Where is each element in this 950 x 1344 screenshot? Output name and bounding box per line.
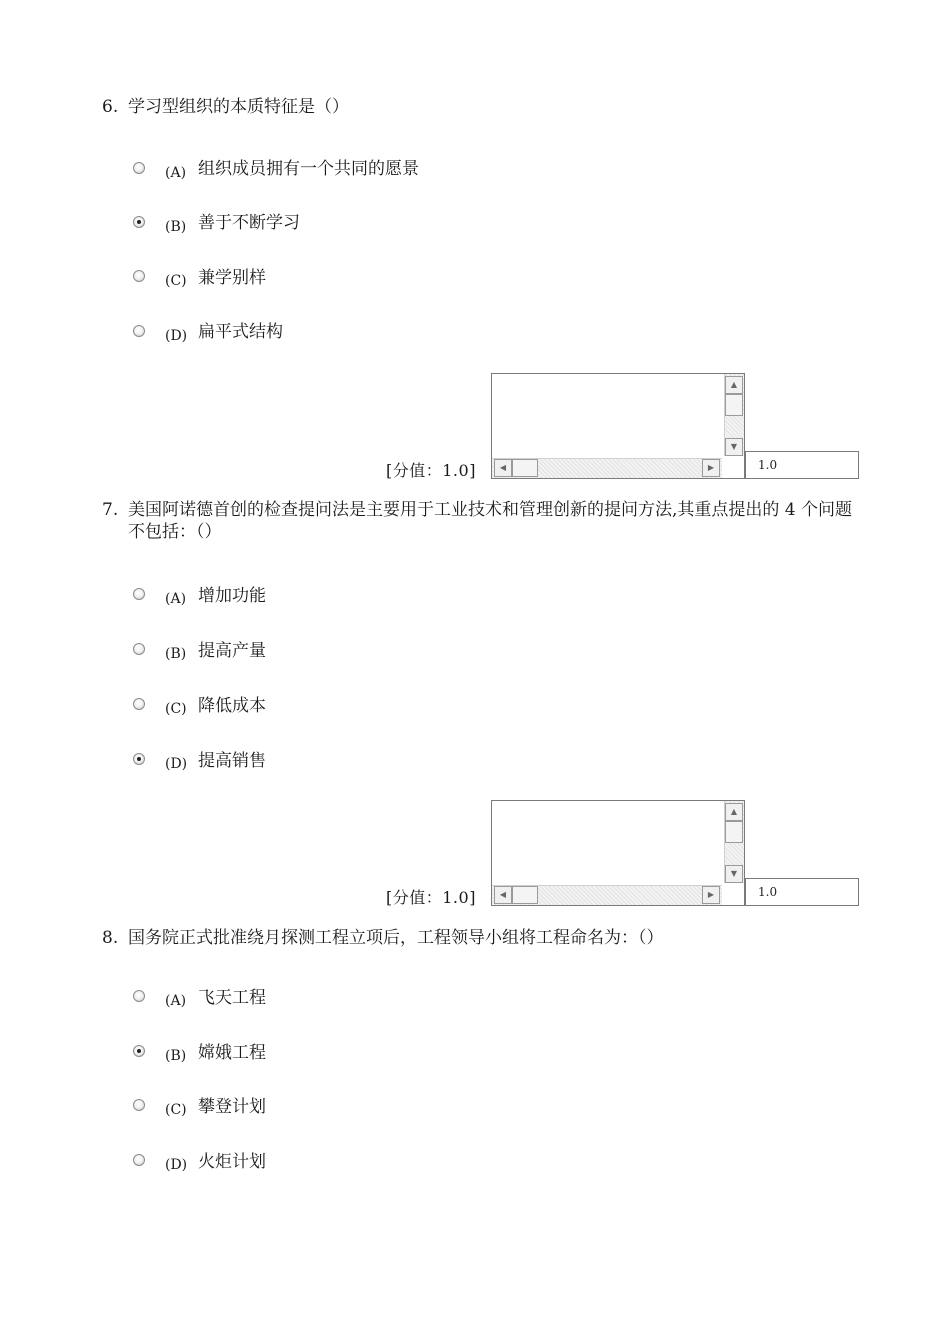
question-6-option-b-letter: (B) <box>165 219 187 235</box>
question-8-option-d-text[interactable]: 火炬计划 <box>198 1152 266 1172</box>
question-7-option-b-letter: (B) <box>165 646 187 662</box>
question-7-option-b-radio[interactable] <box>133 643 145 655</box>
question-8-option-b-text[interactable]: 嫦娥工程 <box>198 1043 266 1063</box>
scroll-right-icon[interactable]: ▶ <box>702 886 720 904</box>
question-6-text: 学习型组织的本质特征是（） <box>128 97 349 117</box>
question-7-option-d-radio[interactable] <box>133 753 145 765</box>
question-8-option-c-letter: (C) <box>165 1102 187 1118</box>
scroll-left-icon[interactable]: ◀ <box>494 459 512 477</box>
question-8-option-d-radio[interactable] <box>133 1154 145 1166</box>
radio-selected-dot <box>137 757 141 761</box>
scroll-left-icon[interactable]: ◀ <box>494 886 512 904</box>
question-6-option-a-text[interactable]: 组织成员拥有一个共同的愿景 <box>198 159 419 179</box>
radio-selected-dot <box>137 1049 141 1053</box>
scrollbar-thumb[interactable] <box>725 394 743 416</box>
question-8-option-c-text[interactable]: 攀登计划 <box>198 1097 266 1117</box>
question-6-comment-textarea[interactable] <box>491 373 745 479</box>
radio-selected-dot <box>137 220 141 224</box>
question-6-option-c-radio[interactable] <box>133 270 145 282</box>
question-8-option-c-radio[interactable] <box>133 1099 145 1111</box>
scroll-down-icon[interactable]: ▼ <box>725 865 743 883</box>
question-7-option-b-text[interactable]: 提高产量 <box>198 641 266 661</box>
question-6-score-label: [分值：1.0] <box>386 461 476 480</box>
question-8-option-b-radio[interactable] <box>133 1045 145 1057</box>
question-7-score-input[interactable]: 1.0 <box>745 878 859 906</box>
vertical-scrollbar[interactable] <box>724 374 744 458</box>
question-7-option-a-letter: (A) <box>165 591 187 607</box>
question-8-option-a-letter: (A) <box>165 993 187 1009</box>
scrollbar-thumb[interactable] <box>725 821 743 843</box>
question-8-number: 8. <box>102 928 119 948</box>
question-6-option-d-letter: (D) <box>165 328 188 344</box>
scroll-up-icon[interactable]: ▲ <box>725 803 743 821</box>
question-7-option-a-text[interactable]: 增加功能 <box>198 586 266 606</box>
scroll-right-icon[interactable]: ▶ <box>702 459 720 477</box>
scrollbar-thumb[interactable] <box>512 886 538 904</box>
scrollbar-thumb[interactable] <box>512 459 538 477</box>
question-7-option-a-radio[interactable] <box>133 588 145 600</box>
question-6-option-d-text[interactable]: 扁平式结构 <box>198 322 283 342</box>
question-7-option-c-radio[interactable] <box>133 698 145 710</box>
scroll-down-icon[interactable]: ▼ <box>725 438 743 456</box>
horizontal-scrollbar[interactable] <box>492 458 724 478</box>
horizontal-scrollbar[interactable] <box>492 885 724 905</box>
question-7-option-d-letter: (D) <box>165 756 188 772</box>
scrollbar-corner <box>722 456 744 478</box>
scroll-up-icon[interactable]: ▲ <box>725 376 743 394</box>
question-6-option-c-text[interactable]: 兼学别样 <box>198 268 266 288</box>
question-8-option-d-letter: (D) <box>165 1157 188 1173</box>
vertical-scrollbar[interactable] <box>724 801 744 885</box>
question-6-option-a-letter: (A) <box>165 165 187 181</box>
question-6-option-b-text[interactable]: 善于不断学习 <box>198 213 300 233</box>
question-8-option-b-letter: (B) <box>165 1048 187 1064</box>
question-7-text: 美国阿诺德首创的检查提问法是主要用于工业技术和管理创新的提问方法,其重点提出的 4 个问题不包括：（） <box>128 500 853 542</box>
question-8-text: 国务院正式批准绕月探测工程立项后，工程领导小组将工程命名为：（） <box>128 928 664 948</box>
question-6-score-input[interactable]: 1.0 <box>745 451 859 479</box>
question-6-option-d-radio[interactable] <box>133 325 145 337</box>
question-6-option-b-radio[interactable] <box>133 216 145 228</box>
question-7-option-c-letter: (C) <box>165 701 187 717</box>
question-6-option-a-radio[interactable] <box>133 162 145 174</box>
question-8-option-a-text[interactable]: 飞天工程 <box>198 988 266 1008</box>
question-7-comment-textarea[interactable] <box>491 800 745 906</box>
scrollbar-corner <box>722 883 744 905</box>
question-6-number: 6. <box>102 97 119 117</box>
question-7-option-c-text[interactable]: 降低成本 <box>198 696 266 716</box>
question-8-option-a-radio[interactable] <box>133 990 145 1002</box>
question-7-option-d-text[interactable]: 提高销售 <box>198 751 266 771</box>
question-7-score-label: [分值：1.0] <box>386 888 476 907</box>
question-7-number: 7. <box>102 500 119 520</box>
question-6-option-c-letter: (C) <box>165 273 187 289</box>
